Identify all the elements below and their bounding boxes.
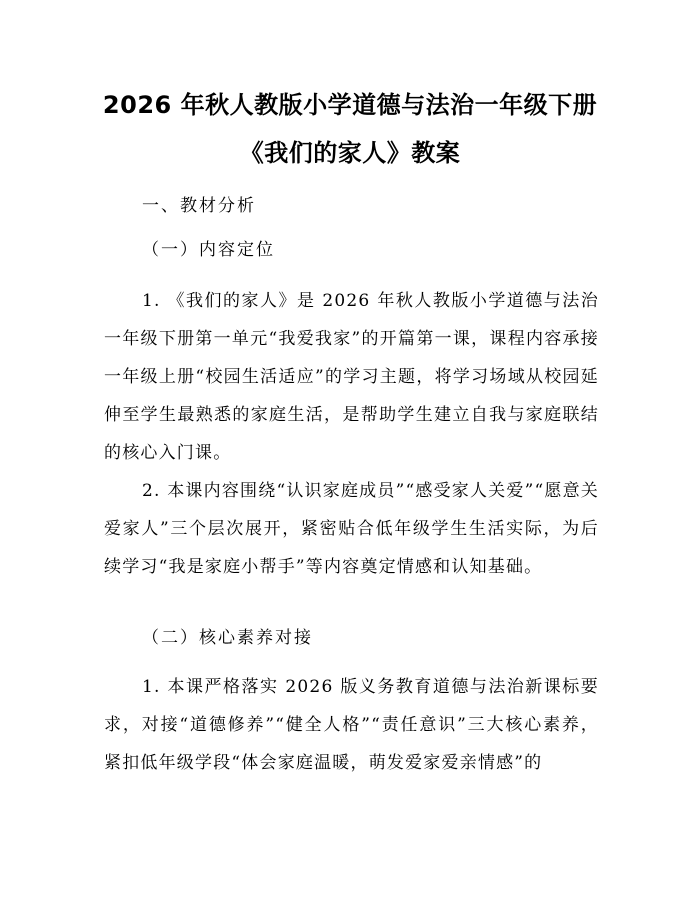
paragraph-content-positioning-2: 2. 本课内容围绕“认识家庭成员”“感受家人关爱”“愿意关爱家人”三个层次展开，紧密贴合低年级学生生活实际，为后续学习“我是家庭小帮手”等内容奠定情感和认知基础。 <box>104 481 599 577</box>
paragraph-content-positioning-1: 1. 《我们的家人》是 2026 年秋人教版小学道德与法治一年级下册第一单元“我爱我家”的开篇第一课，课程内容承接一年级上册“校园生活适应”的学习主题，将学习场域从校园延伸至学生最熟悉的家庭生活，是帮助学生建立自我与家庭联结的核心入门课。 <box>104 291 599 463</box>
subsection-heading-core-competencies: （二）核心素养对接 <box>142 628 313 648</box>
section-heading-materials-analysis: 一、教材分析 <box>142 196 256 216</box>
document-title-line-2: 《我们的家人》教案 <box>239 139 461 167</box>
subsection-heading-content-positioning: （一）内容定位 <box>142 240 275 260</box>
paragraph-core-competencies-1: 1. 本课严格落实 2026 版义务教育道德与法治新课标要求，对接“道德修养”“健全人格”“责任意识”三大核心素养，紧扣低年级学段“体会家庭温暖，萌发爱家爱亲情感”的 <box>104 677 599 773</box>
document-title-line-1: 2026 年秋人教版小学道德与法治一年级下册 <box>102 91 598 119</box>
